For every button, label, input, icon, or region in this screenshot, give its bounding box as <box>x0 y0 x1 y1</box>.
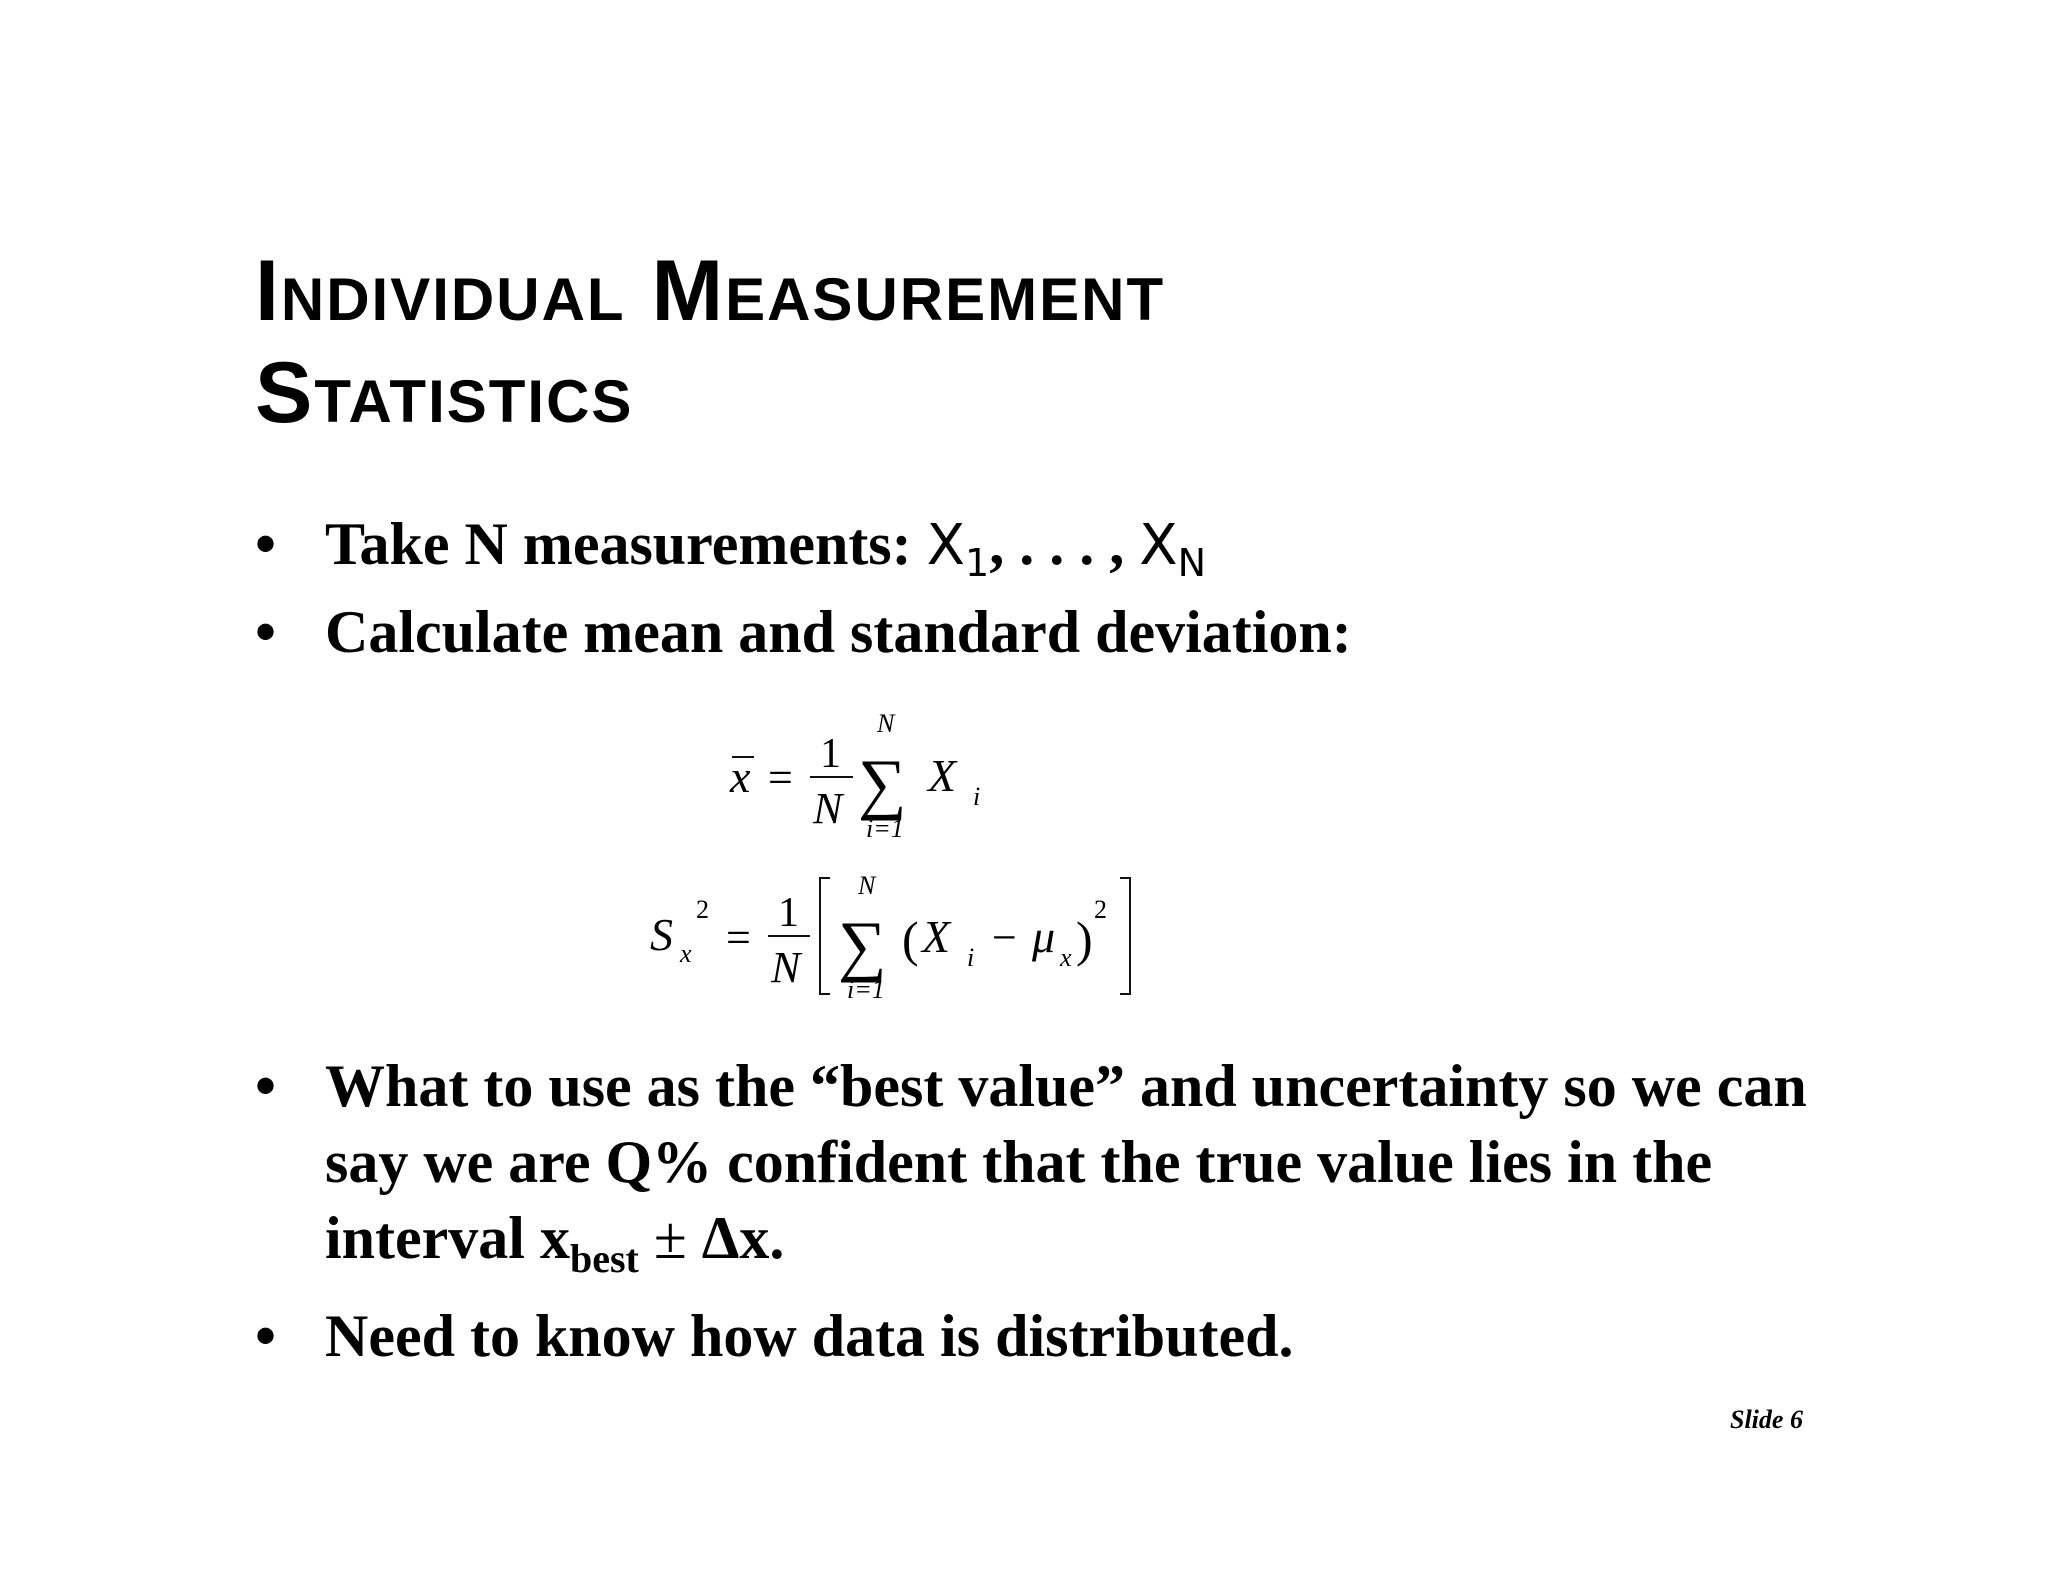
bullet-text: Take N measurements: <box>325 511 927 577</box>
variance-equals: = <box>726 913 751 962</box>
variance-lhs-superscript: 2 <box>696 895 709 924</box>
variance-lhs-subscript: x <box>680 939 692 968</box>
plus-minus: ± <box>638 1205 702 1271</box>
variance-variable-subscript: i <box>967 943 975 972</box>
variance-mu-subscript: x <box>1060 943 1072 972</box>
x-best <box>539 1205 639 1281</box>
measurement-last-symbol: X <box>1139 513 1178 578</box>
slide-title-line-2: Statistics <box>255 345 634 441</box>
variance-sum-sign: ∑ <box>838 907 887 983</box>
measurement-first <box>926 513 990 585</box>
bullet-marker: • <box>255 1053 277 1119</box>
bullet-text: What to use as the “best value” and uncertainty so we can say we are Q% confident that the true value lies in the interval <box>325 1053 1807 1271</box>
variance-left-bracket <box>820 878 830 994</box>
bullet-text: Need to know how data is distributed. <box>325 1303 1294 1369</box>
variance-lhs: S <box>650 909 673 960</box>
measurement-ellipsis: , . . . , <box>989 511 1140 577</box>
mean-equals: = <box>768 753 793 802</box>
bullet-text: Calculate mean and standard deviation: <box>325 599 1352 665</box>
bullet-marker: • <box>255 1303 277 1369</box>
bullet-calculate-mean <box>255 594 1352 670</box>
variance-sum-upper: N <box>858 871 876 900</box>
measurement-last <box>1139 513 1207 585</box>
slide-number: Slide 6 <box>1730 1405 1803 1434</box>
variance-denominator: N <box>771 943 801 992</box>
variance-numerator: 1 <box>778 890 799 936</box>
bullet-distribution <box>255 1298 1293 1374</box>
variance-left-paren: ( <box>902 911 919 967</box>
measurement-first-subscript: 1 <box>965 541 990 585</box>
slide-title <box>255 240 1165 444</box>
variance-sum-lower: i=1 <box>847 975 885 1004</box>
variance-variable: X <box>922 911 951 962</box>
mean-denominator: N <box>813 784 843 833</box>
mean-variable-subscript: i <box>973 782 981 811</box>
variance-formula <box>640 868 1160 1008</box>
mean-variable: X <box>928 750 957 801</box>
delta-x: Δx. <box>701 1205 785 1271</box>
variance-minus: − <box>992 913 1017 962</box>
bullet-take-measurements <box>255 506 1206 584</box>
mean-lhs: x <box>730 751 751 802</box>
slide-title-line-1: Individual Measurement <box>255 243 1166 339</box>
variance-right-bracket <box>1120 878 1130 994</box>
bullet-best-value <box>255 1048 1905 1281</box>
mean-sum-lower: i=1 <box>866 814 904 843</box>
mean-numerator: 1 <box>820 731 841 777</box>
mean-sum-upper: N <box>877 709 895 738</box>
measurement-first-symbol: X <box>926 513 966 578</box>
x-best-subscript: best <box>569 1236 639 1281</box>
bullet-marker: • <box>255 511 277 577</box>
mean-sum-sign: ∑ <box>858 745 907 821</box>
variance-mu: μ <box>1032 911 1056 962</box>
measurement-last-subscript: N <box>1177 541 1207 585</box>
variance-superscript: 2 <box>1094 895 1107 924</box>
x-best-symbol: x <box>539 1205 570 1271</box>
bullet-marker: • <box>255 599 277 665</box>
variance-right-paren: ) <box>1076 911 1093 967</box>
mean-formula <box>720 705 1040 845</box>
